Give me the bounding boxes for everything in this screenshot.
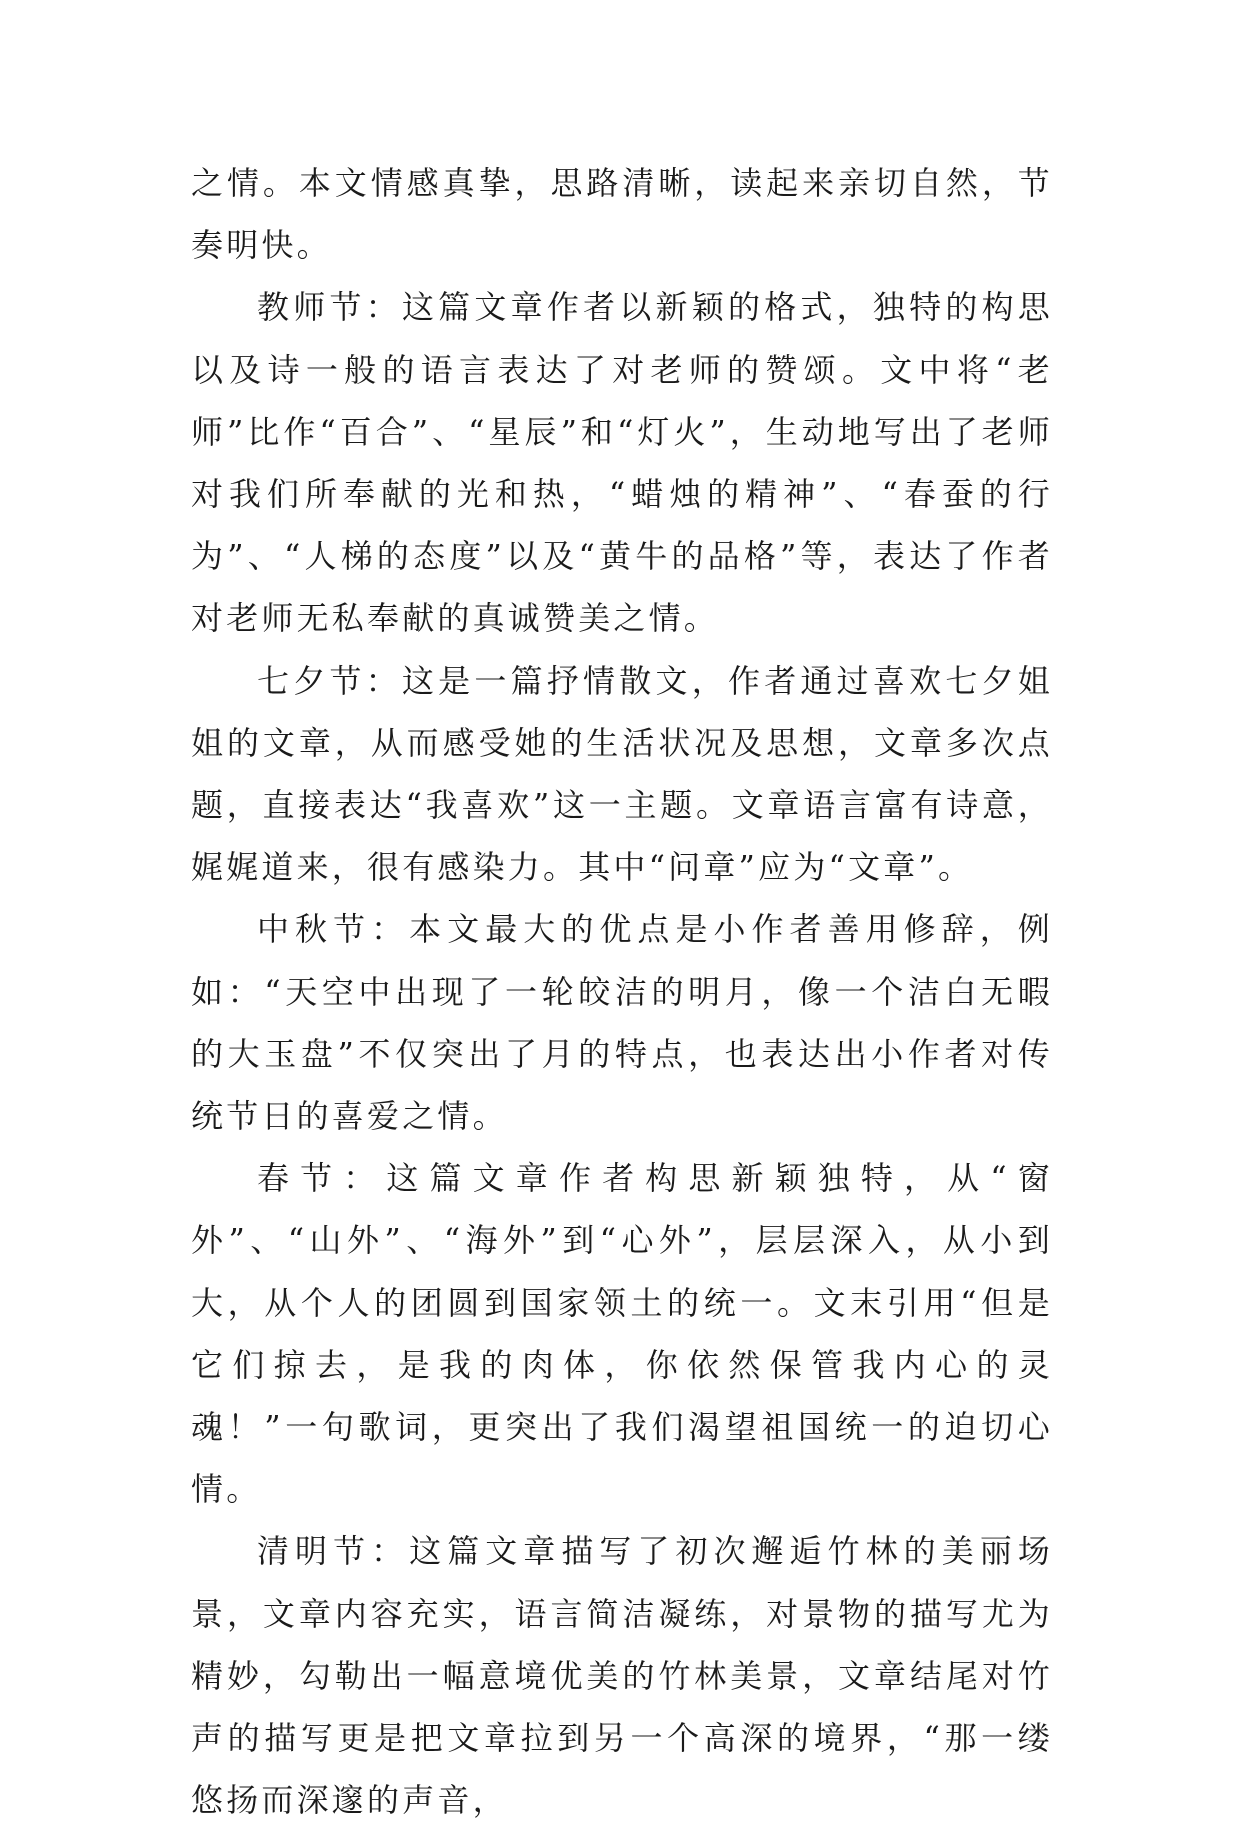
paragraph-qixi: 七夕节：这是一篇抒情散文，作者通过喜欢七夕姐姐的文章，从而感受她的生活状况及思想，文章多次点题，直接表达“我喜欢”这一主题。文章语言富有诗意，娓娓道来，很有感染力。其中“问章”应为“文章”。 <box>191 661 1053 887</box>
paragraph-teachers-day: 教师节：这篇文章作者以新颖的格式，独特的构思以及诗一般的语言表达了对老师的赞颂。文中将“老师”比作“百合”、“星辰”和“灯火”，生动地写出了老师对我们所奉献的光和热，“蜡烛的精神”、“春蚕的行为”、“人梯的态度”以及“黄牛的品格”等，表达了作者对老师无私奉献的真诚赞美之情。 <box>191 288 1053 638</box>
paragraph-qingming: 清明节：这篇文章描写了初次邂逅竹林的美丽场景，文章内容充实，语言简洁凝练，对景物的描写尤为精妙，勾勒出一幅意境优美的竹林美景，文章结尾对竹声的描写更是把文章拉到另一个高深的境界，“那一缕悠扬而深邃的声音， <box>191 1532 1053 1820</box>
paragraph-mid-autumn: 中秋节：本文最大的优点是小作者善用修辞，例如：“天空中出现了一轮皎洁的明月，像一个洁白无暇的大玉盘”不仅突出了月的特点，也表达出小作者对传统节日的喜爱之情。 <box>191 910 1053 1136</box>
body-text <box>191 152 1053 1831</box>
paragraph-spring-festival: 春节：这篇文章作者构思新颖独特，从“窗外”、“山外”、“海外”到“心外”，层层深入，从小到大，从个人的团圆到国家领土的统一。文末引用“但是它们掠去，是我的肉体，你依然保管我内心的灵魂！”一句歌词，更突出了我们渴望祖国统一的迫切心情。 <box>191 1159 1053 1509</box>
paragraph-continuation: 之情。本文情感真挚，思路清晰，读起来亲切自然，节奏明快。 <box>191 164 1053 265</box>
